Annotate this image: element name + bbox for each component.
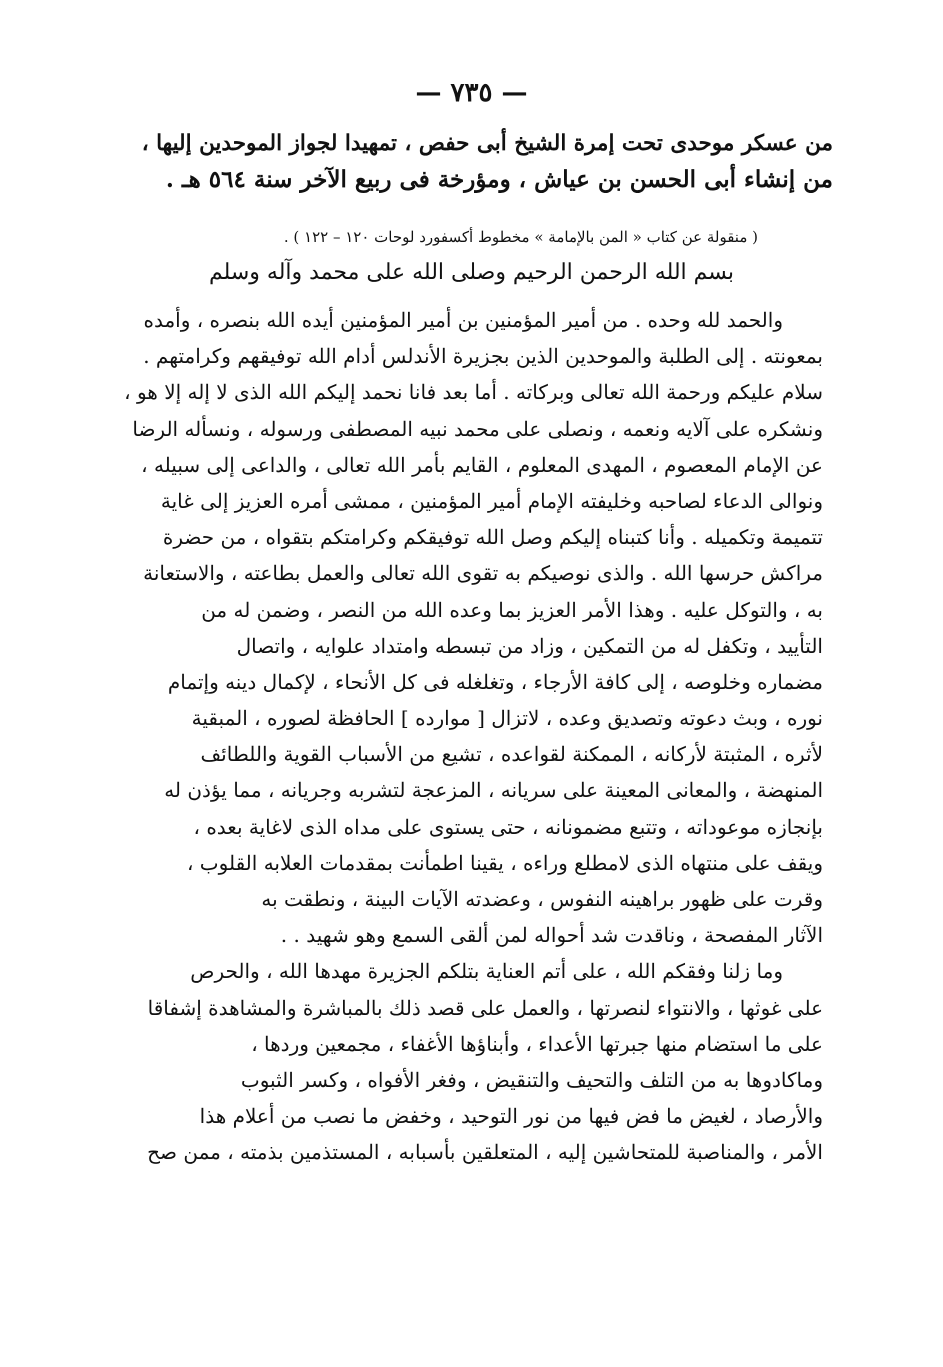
- page-number: — ٧٣٥ —: [415, 78, 528, 108]
- body-line: الآثار المفصحة ، وناقدت شد أحواله لمن ألقى السمع وهو شهيد . .: [280, 923, 823, 948]
- body-line: والحمد لله وحده . من أمير المؤمنين بن أمير المؤمنين أيده الله بنصره ، وأمده: [143, 308, 783, 332]
- body-line: ونوالى الدعاء لصاحبه وخليفته الإمام أمير المؤمنين ، ممشى أمره العزيز إلى غاية: [160, 488, 823, 513]
- body-line: وما زلنا وفقكم الله ، على أتم العناية بتلكم الجزيرة مهدها الله ، والحرص: [190, 959, 783, 984]
- body-line: وماكادوها به من التلف والتحيف والتنقيض ، وفغر الأفواه ، وكسر الثبوب: [240, 1067, 823, 1092]
- heading-line: من إنشاء أبى الحسن بن عياش ، ومؤرخة فى ربيع الآخر سنة ٥٦٤ هـ .: [165, 166, 833, 193]
- body-line: عن الإمام المعصوم ، المهدى المعلوم ، القايم بأمر الله تعالى ، والداعى إلى سبيله ،: [141, 452, 823, 477]
- body-line: على غوثها ، والانتواء لنصرتها ، والعمل على قصد ذلك بالمباشرة والمشاهدة إشفاقا: [147, 995, 823, 1020]
- body-line: المنهضة ، والمعانى المعينة على سريانه ، المزعجة لتشربه وجريانه ، مما يؤذن له: [164, 778, 823, 803]
- body-line: به ، والتوكل عليه . وهذا الأمر العزيز بما وعده الله من النصر ، وضمن له من: [201, 597, 823, 622]
- basmala: بسم الله الرحمن الرحيم وصلى الله على محمد وآله وسلم: [208, 260, 735, 285]
- document-heading: [133, 126, 833, 198]
- heading-line: من عسكر موحدى تحت إمرة الشيخ أبى حفص ، تمهيدا لجواز الموحدين إليها ،: [141, 131, 833, 156]
- body-line: نوره ، وبث دعوته وتصديق وعده ، لاتزال [ موارده ] الحافظة لصوره ، المبقية: [191, 706, 823, 731]
- body-line: بإنجازه موعوداته ، وتتبع مضمونانه ، حتى يستوى على مداه الذى لاغاية بعده ،: [193, 814, 823, 839]
- body-line: الأمر ، والمناصبة للمتحاشين إليه ، المتعلقين بأسبابه ، المستذمين بذمته ، ممن صح: [147, 1140, 823, 1165]
- body-line: بمعونته . إلى الطلبة والموحدين الذين بجزيرة الأندلس أدام الله توفيقهم وكرامتهم .: [143, 344, 823, 369]
- body-line: وقرت على ظهور براهينه النفوس ، وعضدته الآيات البينة ، ونطقت به: [261, 887, 823, 911]
- body-line: لأثره ، المثبتة لأركانه ، الممكنة لقواعده ، تشيع من الأسباب القوية واللطائف: [200, 742, 823, 767]
- body-line: تتميمة وتكميله . وأنا كتبناه إليكم وصل الله توفيقكم وكرامتكم بتقواه ، من حضرة: [162, 525, 823, 550]
- body-line: مراكش حرسها الله . والذى نوصيكم به تقوى الله تعالى والعمل بطاعته ، والاستعانة: [143, 561, 823, 586]
- body-line: التأييد ، وتكفل له من التمكين ، وزاد من تبسطه وامتداد علوايه ، واتصال: [236, 633, 823, 658]
- source-note: ( منقولة عن كتاب « المن بالإمامة » مخطوط أكسفورد لوحات ١٢٠ – ١٢٢ ) .: [283, 228, 758, 246]
- body-line: والأرصاد ، لغيض ما فض فيها من نور التوحيد ، وخفض ما نصب من أعلام هذا: [199, 1104, 823, 1129]
- body-line: على ما استضام منها جبرتها الأعداء ، وأبناؤها الأغفاء ، مجمعين وردها ،: [251, 1031, 823, 1056]
- letter-body: [118, 302, 823, 1171]
- body-line: سلام عليكم ورحمة الله تعالى وبركاته . أما بعد فانا نحمد إليكم الله الذى لا إله إلا هو ،: [124, 380, 823, 405]
- body-line: ويقف على منتهاه الذى لامطلع وراءه ، يقينا اطمأنت بمقدمات العلابه القلوب ،: [186, 850, 823, 875]
- body-line: مضماره وخلوصه ، إلى كافة الأرجاء ، وتغلغله فى كل الأنحاء ، لإكمال دينه وإتمام: [167, 669, 823, 694]
- body-line: ونشكره على آلايه ونعمه ، ونصلى على محمد نبيه المصطفى ورسوله ، ونسأله الرضا: [132, 416, 823, 441]
